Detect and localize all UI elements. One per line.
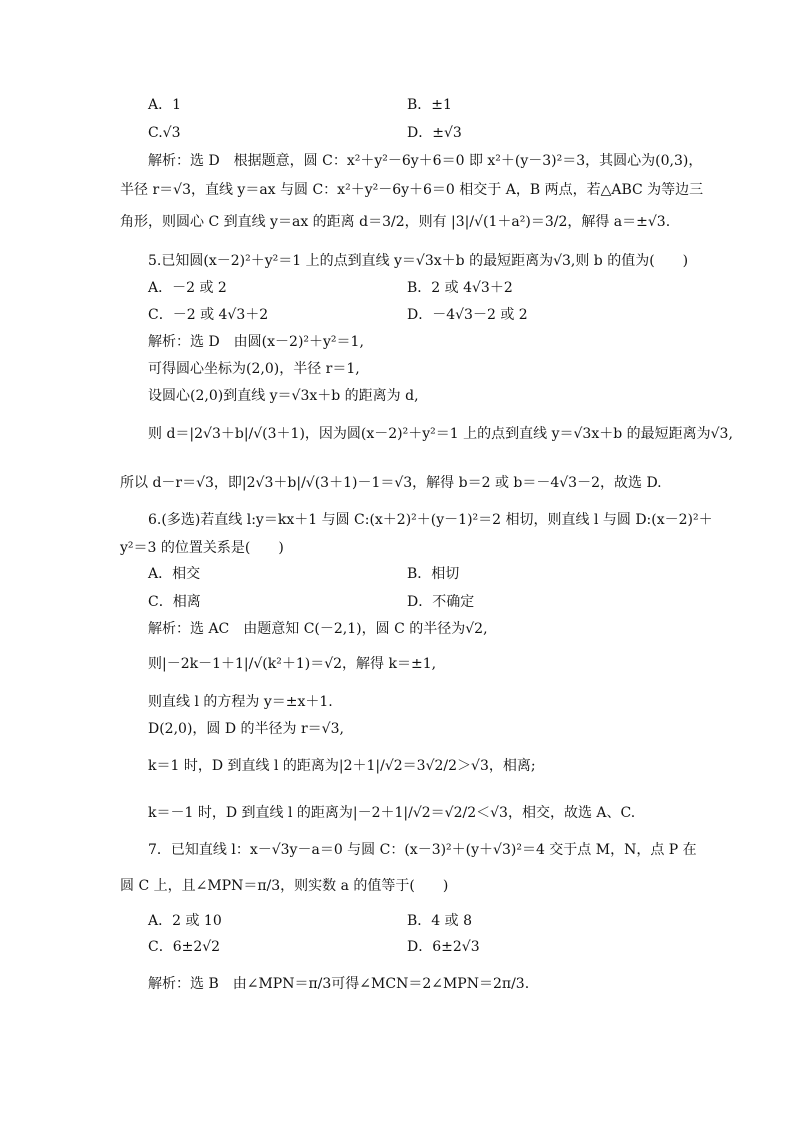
q7-option-b: B．4 或 8: [407, 913, 473, 929]
q5-option-c: C．－2 或 4√3＋2: [148, 307, 269, 323]
q6-stem-line-2: y²＝3 的位置关系是( ): [120, 540, 284, 556]
q4-solution-line-1: 解析：选 D 根据题意，圆 C：x²＋y²－6y＋6＝0 即 x²＋(y－3)²＝3，其圆心为(0,3)，: [148, 153, 703, 169]
q5-solution-line-3: 设圆心(2,0)到直线 y＝√3x＋b 的距离为 d,: [148, 388, 419, 404]
q5-stem: 5.已知圆(x－2)²＋y²＝1 上的点到直线 y＝√3x＋b 的最短距离为√3,则 b 的值为( ): [148, 253, 689, 269]
q6-option-a: A．相交: [148, 566, 201, 582]
q4-option-a: A．1: [148, 97, 182, 113]
q6-solution-line-3: 则直线 l 的方程为 y＝±x＋1.: [148, 694, 333, 710]
q4-option-b: B．±1: [407, 97, 452, 113]
q6-solution-line-4: D(2,0)，圆 D 的半径为 r＝√3,: [148, 721, 344, 737]
q6-option-b: B．相切: [407, 566, 460, 582]
q7-solution-line-1: 解析：选 B 由∠MPN＝π/3可得∠MCN＝2∠MPN＝2π/3.: [148, 976, 530, 992]
q7-option-c: C．6±2√2: [148, 939, 221, 955]
q5-solution-line-5: 所以 d－r＝√3，即|2√3＋b|/√(3＋1)－1＝√3，解得 b＝2 或 b＝－4√3－2，故选 D.: [120, 475, 662, 491]
q4-solution-line-3: 角形，则圆心 C 到直线 y＝ax 的距离 d＝3/2，则有 |3|/√(1＋a²)＝3/2，解得 a＝±√3.: [120, 214, 671, 230]
q5-option-d: D．－4√3－2 或 2: [407, 307, 528, 323]
q5-option-b: B．2 或 4√3＋2: [407, 280, 513, 296]
q5-solution-line-4: 则 d＝|2√3＋b|/√(3＋1)，因为圆(x－2)²＋y²＝1 上的点到直线 y＝√3x＋b 的最短距离为√3,: [148, 426, 733, 442]
q5-solution-line-2: 可得圆心坐标为(2,0)，半径 r＝1,: [148, 361, 360, 377]
q5-option-a: A．－2 或 2: [148, 280, 227, 296]
q7-stem-line-1: 7．已知直线 l：x－√3y－a＝0 与圆 C：(x－3)²＋(y＋√3)²＝4 交于点 M，N，点 P 在: [148, 842, 697, 858]
q5-solution-line-1: 解析：选 D 由圆(x－2)²＋y²＝1,: [148, 334, 364, 350]
q4-solution-line-2: 半径 r＝√3，直线 y＝ax 与圆 C：x²＋y²－6y＋6＝0 相交于 A，B 两点，若△ABC 为等边三: [120, 182, 704, 198]
q6-solution-line-1: 解析：选 AC 由题意知 C(－2,1)，圆 C 的半径为√2,: [148, 621, 488, 637]
q6-solution-line-2: 则|－2k－1＋1|/√(k²＋1)＝√2，解得 k＝±1,: [148, 656, 437, 672]
q7-option-a: A．2 或 10: [148, 913, 222, 929]
q4-option-c: C.√3: [148, 125, 181, 141]
q4-option-d: D．±√3: [407, 125, 462, 141]
q7-stem-line-2: 圆 C 上，且∠MPN＝π/3，则实数 a 的值等于( ): [120, 878, 449, 894]
q7-option-d: D．6±2√3: [407, 939, 480, 955]
q6-option-d: D．不确定: [407, 594, 475, 610]
q6-solution-line-5: k＝1 时，D 到直线 l 的距离为|2＋1|/√2＝3√2/2＞√3，相离;: [148, 758, 536, 774]
q6-solution-line-6: k＝－1 时，D 到直线 l 的距离为|－2＋1|/√2＝√2/2＜√3，相交，故选 A、C.: [148, 805, 636, 821]
q6-option-c: C．相离: [148, 594, 201, 610]
q6-stem-line-1: 6.(多选)若直线 l:y＝kx＋1 与圆 C:(x＋2)²＋(y－1)²＝2 相切，则直线 l 与圆 D:(x－2)²＋: [148, 512, 713, 528]
